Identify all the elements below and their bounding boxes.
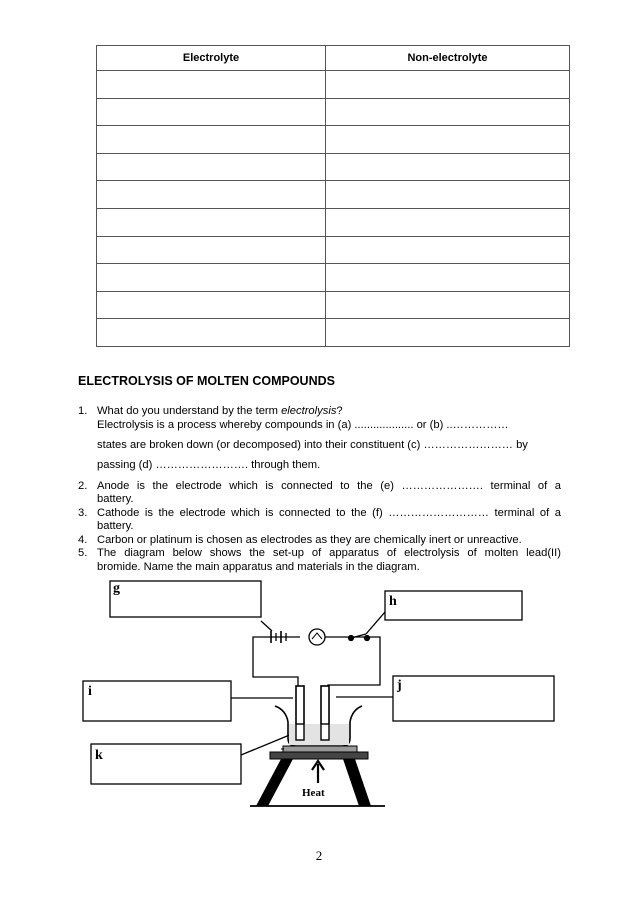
answer-box-g bbox=[110, 581, 261, 617]
ammeter-icon bbox=[309, 629, 325, 645]
question-2-line: battery. bbox=[97, 493, 134, 505]
tripod-leg-left bbox=[256, 759, 293, 806]
question-3-line: battery. bbox=[97, 520, 134, 532]
label-j: j bbox=[397, 678, 402, 693]
answer-box-j bbox=[393, 676, 554, 721]
question-number: 1. bbox=[78, 405, 88, 417]
header-electrolyte: Electrolyte bbox=[97, 46, 326, 71]
question-2-line: Anode is the electrode which is connected to the (e) …………………. terminal of a bbox=[97, 480, 561, 492]
tripod-top bbox=[270, 752, 368, 759]
question-number: 2. bbox=[78, 480, 88, 492]
answer-box-h bbox=[385, 591, 522, 620]
tripod-leg-right bbox=[343, 759, 371, 806]
question-1-prompt: What do you understand by the term electrolysis? bbox=[97, 405, 343, 417]
term-electrolysis: electrolysis bbox=[281, 405, 337, 417]
circuit-wire-left bbox=[253, 637, 300, 716]
label-k: k bbox=[95, 748, 103, 763]
question-5-line: bromide. Name the main apparatus and materials in the diagram. bbox=[97, 561, 420, 573]
question-5-line: The diagram below shows the set-up of apparatus of electrolysis of molten lead(II) bbox=[97, 547, 561, 559]
page-number: 2 bbox=[315, 848, 323, 863]
question-1-line: passing (d) ……………………. through them. bbox=[97, 459, 321, 471]
pointer-h bbox=[366, 612, 385, 634]
question-4-line: Carbon or platinum is chosen as electrodes as they are chemically inert or unreactive. bbox=[97, 534, 522, 546]
label-g: g bbox=[113, 581, 120, 596]
label-i: i bbox=[88, 684, 92, 699]
answer-box-i bbox=[83, 681, 231, 721]
question-1-line: Electrolysis is a process whereby compounds in (a) ................... or (b) ..…………… bbox=[97, 419, 509, 431]
answer-box-k bbox=[91, 744, 241, 784]
question-number: 3. bbox=[78, 507, 88, 519]
section-title: ELECTROLYSIS OF MOLTEN COMPOUNDS bbox=[78, 374, 335, 388]
label-h: h bbox=[389, 594, 397, 609]
question-number: 4. bbox=[78, 534, 88, 546]
header-non-electrolyte: Non-electrolyte bbox=[326, 46, 570, 71]
heat-label: Heat bbox=[302, 787, 325, 799]
question-3-line: Cathode is the electrode which is connected to the (f) ……………………… terminal of a bbox=[97, 507, 561, 519]
pointer-g bbox=[261, 621, 272, 631]
question-number: 5. bbox=[78, 547, 88, 559]
question-1-line: states are broken down (or decomposed) into their constituent (c) …………………… by bbox=[97, 439, 528, 451]
wire-gauze bbox=[283, 746, 357, 752]
